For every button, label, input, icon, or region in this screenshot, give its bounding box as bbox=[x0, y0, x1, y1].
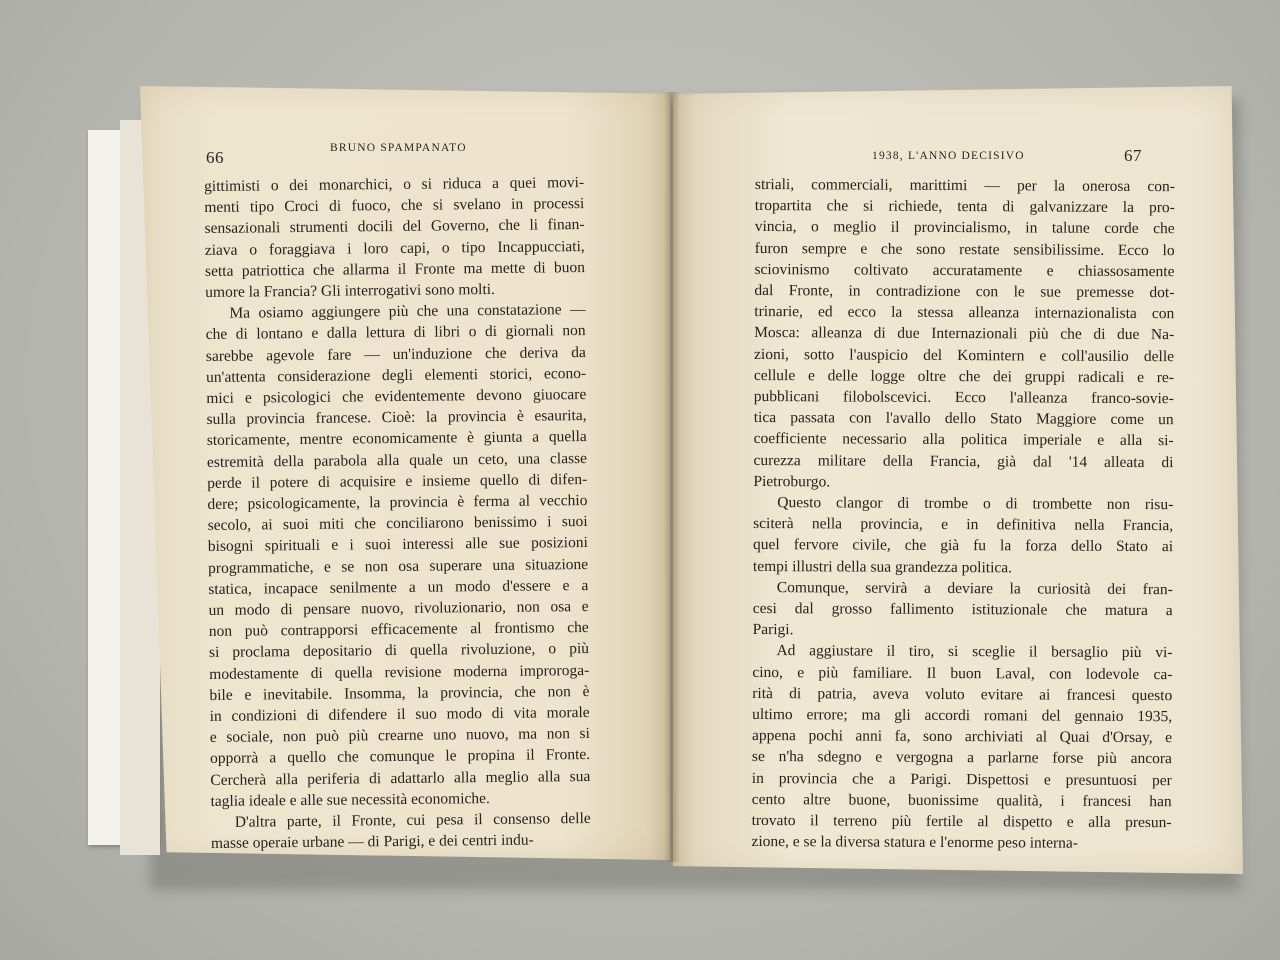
text-line: quel fervore civile, che già fu la forza dello Stato ai bbox=[753, 536, 1174, 556]
text-line: modestamente di quella revisione moderna improroga- bbox=[209, 661, 590, 683]
text-line: dal Fronte, in contradizione con le sue premesse dot- bbox=[754, 282, 1175, 302]
text-line: programmatiche, e se non osa superare una situazione bbox=[208, 555, 589, 577]
left-page-text bbox=[204, 172, 591, 854]
text-line: Mosca: alleanza di due Internazionali più che di due Na- bbox=[754, 324, 1175, 344]
text-line: setta patriottica che allarma il Fronte ma mette di buon bbox=[204, 258, 586, 280]
text-line: opporrà a quello che comunque le propina il Fronte. bbox=[210, 746, 591, 768]
text-line: Ad aggiustare il tiro, si sceglie il bersaglio più vi- bbox=[776, 642, 1173, 662]
text-line: trovato il terreno più fertile al dispetto e alla presun- bbox=[751, 812, 1172, 832]
text-line: statica, incapace senilmente a un modo d'essere e a bbox=[208, 576, 589, 598]
text-line: un'attenta considerazione degli elementi storici, econo- bbox=[206, 364, 587, 386]
text-line: gittimisti o dei monarchici, o si riduca a quei movi- bbox=[204, 174, 585, 195]
text-line: menti tipo Croci di fuoco, che si svelano in processi bbox=[204, 195, 585, 217]
text-line: Pietroburgo. bbox=[753, 472, 831, 491]
text-line: striali, commerciali, marittimi — per la onerosa con- bbox=[754, 175, 1175, 196]
text-line: taglia ideale e alle sue necessità economiche. bbox=[210, 789, 490, 810]
text-line: coefficiente necessario alla politica imperiale e alla si- bbox=[753, 430, 1174, 450]
text-line: si proclama depositario di quella rivoluzione, o più bbox=[208, 640, 590, 662]
text-line: storicamente, mentre economicamente è giunta a quella bbox=[206, 428, 587, 450]
text-line: D'altra parte, il Fronte, cui pesa il consenso delle bbox=[234, 810, 591, 831]
left-page-number: 66 bbox=[206, 148, 224, 167]
right-page-number: 67 bbox=[1124, 146, 1142, 165]
right-page-text bbox=[751, 174, 1175, 855]
text-line: zioni, sotto l'auspicio del Komintern e coll'ausilio delle bbox=[754, 345, 1175, 365]
text-line: cesi dal grosso fallimento istituzionale che matura a bbox=[752, 600, 1173, 620]
text-line: se n'ha sdegno e vergogna a parlarne forse più ancora bbox=[751, 748, 1172, 768]
text-line: masse operaie urbane — di Parigi, e dei centri indu- bbox=[210, 831, 534, 853]
text-line: Cercherà alla periferia di adattarlo alla meglio alla sua bbox=[210, 767, 591, 789]
text-line: sensazionali strumenti docili del Governo, che li finan- bbox=[204, 216, 585, 238]
text-line: sarebbe agevole fare — un'induzione che deriva da bbox=[205, 343, 586, 365]
text-line: curezza militare della Francia, già dal '14 alleata di bbox=[753, 451, 1174, 471]
text-line: in provincia che a Parigi. Dispettosi e presuntuosi per bbox=[751, 769, 1172, 789]
text-line: un modo di pensare nuovo, rivoluzionario, non osa e bbox=[208, 598, 589, 620]
text-line: sciterà nella provincia, e in definitiva nella Francia, bbox=[753, 515, 1174, 535]
text-line: dere; psicologicamente, la provincia è ferma al vecchio bbox=[207, 492, 588, 514]
text-line: ziava o foraggiava i loro capi, o tipo Incappucciati, bbox=[204, 237, 585, 259]
text-line: bile e inevitabile. Insomma, la provincia, che non è bbox=[209, 682, 590, 704]
text-line: non può contrapporsi efficacemente al frontismo che bbox=[208, 619, 589, 641]
text-line: mici e psicologici che evidentemente devono giuocare bbox=[206, 386, 587, 408]
text-line: estremità della parabola alla quale un ceto, una classe bbox=[206, 449, 588, 471]
text-line: rità di patria, aveva voluto evitare ai francesi questo bbox=[752, 684, 1173, 705]
text-line: Ma osiamo aggiungere più che una constatazione — bbox=[229, 301, 586, 322]
book-gutter bbox=[664, 92, 680, 862]
text-line: trinarie, ed ecco la stessa alleanza internazionalista con bbox=[754, 303, 1175, 323]
text-line: perde il potere di acquisire e insieme quello di difen- bbox=[207, 470, 588, 492]
text-line: Comunque, servirà a deviare la curiosità dei fran- bbox=[776, 578, 1173, 599]
text-line: sciovinismo coltivato accuratamente e chiassosamente bbox=[754, 260, 1175, 281]
text-line: ultimo errore; ma gli accordi romani del gennaio 1935, bbox=[752, 706, 1173, 726]
text-line: in condizioni di difendere il suo modo di vita morale bbox=[209, 704, 590, 726]
text-line: cellule e delle logge oltre che dei gruppi radicali e re- bbox=[753, 366, 1174, 387]
left-running-head: BRUNO SPAMPANATO bbox=[330, 142, 467, 154]
text-line: e sociale, non può più crearne uno nuovo, ma non si bbox=[209, 725, 590, 747]
right-running-head: 1938, L'ANNO DECISIVO bbox=[872, 150, 1025, 162]
text-line: umore la Francia? Gli interrogativi sono molti. bbox=[205, 280, 495, 302]
text-line: che di lontano e dalla lettura di libri o di giornali non bbox=[205, 322, 586, 344]
text-line: pubblicani filobolscevici. Ecco l'alleanza franco-sovie- bbox=[753, 388, 1174, 408]
text-line: zione, e se la diversa statura e l'enorme peso interna- bbox=[751, 833, 1078, 852]
text-line: tempi illustri della sua grandezza politica. bbox=[752, 557, 1013, 577]
text-line: cento altre buone, buonissime qualità, i francesi han bbox=[751, 790, 1172, 811]
text-line: sulla provincia francese. Cioè: la provincia è esaurita, bbox=[206, 407, 587, 429]
text-line: appena pochi anni fa, sono archiviati al Quai d'Orsay, e bbox=[752, 727, 1173, 747]
text-line: Parigi. bbox=[752, 621, 794, 639]
text-line: secolo, ai suoi miti che conciliarono benissimo i suoi bbox=[207, 513, 588, 535]
text-line: cino, e più familiare. Il buon Laval, con lodevole ca- bbox=[752, 663, 1173, 683]
text-line: furon sempre e che sono restate sensibilissime. Ecco lo bbox=[754, 239, 1175, 259]
text-line: vincia, o meglio il provincialismo, in talune corde che bbox=[754, 218, 1175, 238]
text-line: Questo clangor di trombe o di trombette non risu- bbox=[777, 494, 1174, 514]
text-line: bisogni spirituali e i suoi interessi alle sue posizioni bbox=[207, 534, 588, 556]
text-line: tica passata con l'avallo dello Stato Maggiore come un bbox=[753, 409, 1174, 429]
text-line: tropartita che si richiede, tenta di galvanizzare la pro- bbox=[754, 197, 1175, 217]
